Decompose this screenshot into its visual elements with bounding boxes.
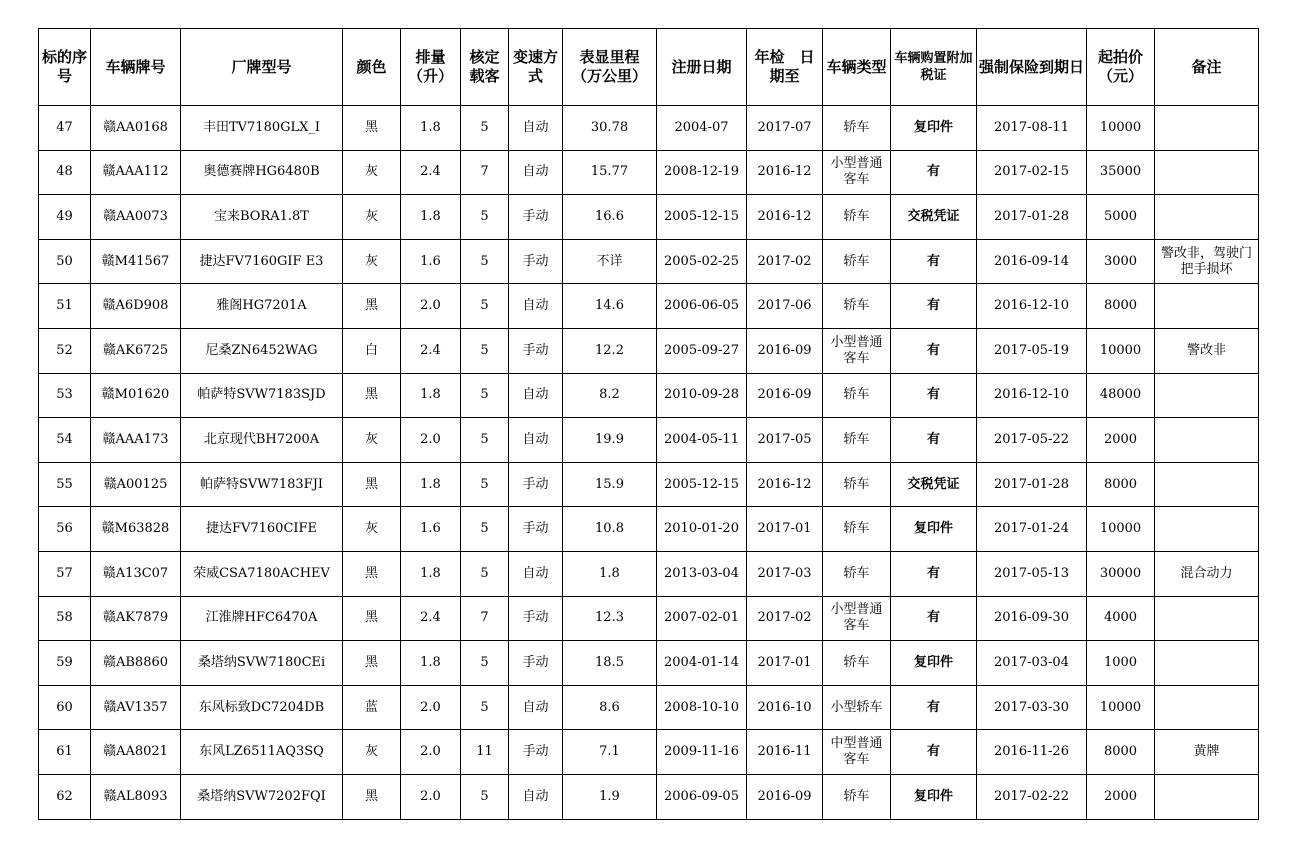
cell-mileage: 8.6 — [563, 685, 657, 730]
cell-seats: 7 — [461, 150, 509, 195]
cell-seq: 54 — [39, 418, 91, 463]
cell-inspection: 2017-02 — [747, 596, 823, 641]
cell-mileage: 12.2 — [563, 328, 657, 373]
cell-seq: 62 — [39, 774, 91, 819]
cell-remarks — [1155, 774, 1259, 819]
cell-displacement: 1.8 — [401, 551, 461, 596]
cell-seq: 49 — [39, 195, 91, 240]
cell-model: 雅阁HG7201A — [181, 284, 343, 329]
cell-seats: 5 — [461, 106, 509, 151]
cell-insurance: 2017-05-13 — [977, 551, 1087, 596]
cell-model: 奥德赛牌HG6480B — [181, 150, 343, 195]
header-cell-remarks: 备注 — [1155, 29, 1259, 106]
cell-remarks — [1155, 507, 1259, 552]
table-row — [39, 685, 1259, 730]
cell-plate: 赣AV1357 — [91, 685, 181, 730]
cell-mileage: 不详 — [563, 239, 657, 284]
cell-displacement: 2.0 — [401, 284, 461, 329]
cell-model: 丰田TV7180GLX_I — [181, 106, 343, 151]
cell-vehicle-type: 轿车 — [823, 641, 891, 686]
cell-color: 白 — [343, 328, 401, 373]
cell-start-price: 5000 — [1087, 195, 1155, 240]
cell-transmission: 自动 — [509, 551, 563, 596]
cell-vehicle-type: 小型轿车 — [823, 685, 891, 730]
table-row — [39, 730, 1259, 775]
cell-start-price: 30000 — [1087, 551, 1155, 596]
cell-mileage: 8.2 — [563, 373, 657, 418]
cell-displacement: 2.4 — [401, 596, 461, 641]
cell-vehicle-type: 轿车 — [823, 551, 891, 596]
cell-reg-date: 2005-02-25 — [657, 239, 747, 284]
header-cell-model: 厂牌型号 — [181, 29, 343, 106]
cell-color: 黑 — [343, 551, 401, 596]
cell-color: 黑 — [343, 284, 401, 329]
cell-model: 桑塔纳SVW7202FQI — [181, 774, 343, 819]
cell-purchase-tax: 交税凭证 — [891, 462, 977, 507]
cell-plate: 赣AK6725 — [91, 328, 181, 373]
cell-transmission: 自动 — [509, 150, 563, 195]
cell-color: 黑 — [343, 106, 401, 151]
cell-color: 黑 — [343, 641, 401, 686]
cell-inspection: 2017-06 — [747, 284, 823, 329]
cell-seq: 52 — [39, 328, 91, 373]
cell-seq: 51 — [39, 284, 91, 329]
cell-model: 北京现代BH7200A — [181, 418, 343, 463]
cell-remarks — [1155, 150, 1259, 195]
cell-purchase-tax: 有 — [891, 328, 977, 373]
cell-seats: 11 — [461, 730, 509, 775]
cell-model: 帕萨特SVW7183FJI — [181, 462, 343, 507]
cell-seats: 5 — [461, 418, 509, 463]
cell-purchase-tax: 有 — [891, 373, 977, 418]
cell-purchase-tax: 复印件 — [891, 106, 977, 151]
cell-start-price: 8000 — [1087, 284, 1155, 329]
cell-mileage: 18.5 — [563, 641, 657, 686]
cell-remarks: 警改非 — [1155, 328, 1259, 373]
cell-insurance: 2017-02-22 — [977, 774, 1087, 819]
cell-purchase-tax: 有 — [891, 730, 977, 775]
cell-color: 黑 — [343, 774, 401, 819]
table-row — [39, 462, 1259, 507]
cell-start-price: 10000 — [1087, 685, 1155, 730]
cell-reg-date: 2005-12-15 — [657, 462, 747, 507]
cell-transmission: 手动 — [509, 328, 563, 373]
cell-insurance: 2017-01-24 — [977, 507, 1087, 552]
cell-insurance: 2016-11-26 — [977, 730, 1087, 775]
cell-plate: 赣M41567 — [91, 239, 181, 284]
cell-color: 黑 — [343, 373, 401, 418]
cell-purchase-tax: 有 — [891, 596, 977, 641]
cell-plate: 赣A6D908 — [91, 284, 181, 329]
cell-start-price: 4000 — [1087, 596, 1155, 641]
cell-inspection: 2017-03 — [747, 551, 823, 596]
cell-displacement: 1.8 — [401, 373, 461, 418]
cell-start-price: 35000 — [1087, 150, 1155, 195]
cell-displacement: 1.6 — [401, 507, 461, 552]
cell-start-price: 8000 — [1087, 462, 1155, 507]
table-row — [39, 373, 1259, 418]
cell-start-price: 10000 — [1087, 328, 1155, 373]
cell-displacement: 2.4 — [401, 150, 461, 195]
cell-insurance: 2017-05-22 — [977, 418, 1087, 463]
cell-vehicle-type: 轿车 — [823, 507, 891, 552]
cell-inspection: 2016-09 — [747, 774, 823, 819]
cell-remarks: 黄牌 — [1155, 730, 1259, 775]
cell-vehicle-type: 轿车 — [823, 774, 891, 819]
cell-inspection: 2016-09 — [747, 328, 823, 373]
cell-seq: 50 — [39, 239, 91, 284]
header-cell-mileage: 表显里程（万公里） — [563, 29, 657, 106]
cell-plate: 赣AAA112 — [91, 150, 181, 195]
cell-insurance: 2017-02-15 — [977, 150, 1087, 195]
cell-remarks — [1155, 596, 1259, 641]
cell-seq: 61 — [39, 730, 91, 775]
cell-vehicle-type: 轿车 — [823, 106, 891, 151]
cell-plate: 赣A13C07 — [91, 551, 181, 596]
cell-reg-date: 2004-07 — [657, 106, 747, 151]
cell-vehicle-type: 小型普通客车 — [823, 150, 891, 195]
cell-inspection: 2017-01 — [747, 507, 823, 552]
cell-model: 捷达FV7160CIFE — [181, 507, 343, 552]
header-cell-displacement: 排量（升） — [401, 29, 461, 106]
cell-seq: 55 — [39, 462, 91, 507]
cell-plate: 赣AB8860 — [91, 641, 181, 686]
cell-vehicle-type: 小型普通客车 — [823, 328, 891, 373]
cell-insurance: 2016-12-10 — [977, 373, 1087, 418]
cell-displacement: 2.4 — [401, 328, 461, 373]
cell-start-price: 8000 — [1087, 730, 1155, 775]
cell-start-price: 10000 — [1087, 507, 1155, 552]
cell-displacement: 1.8 — [401, 641, 461, 686]
cell-plate: 赣AA8021 — [91, 730, 181, 775]
cell-mileage: 12.3 — [563, 596, 657, 641]
cell-seq: 58 — [39, 596, 91, 641]
cell-plate: 赣AA0168 — [91, 106, 181, 151]
cell-seats: 5 — [461, 507, 509, 552]
table-header-row — [39, 29, 1259, 106]
cell-inspection: 2016-11 — [747, 730, 823, 775]
table-body — [39, 106, 1259, 820]
cell-model: 江淮牌HFC6470A — [181, 596, 343, 641]
table-row — [39, 328, 1259, 373]
cell-transmission: 自动 — [509, 106, 563, 151]
cell-remarks — [1155, 195, 1259, 240]
cell-start-price: 2000 — [1087, 774, 1155, 819]
cell-seats: 5 — [461, 239, 509, 284]
cell-reg-date: 2013-03-04 — [657, 551, 747, 596]
header-cell-seq: 标的序号 — [39, 29, 91, 106]
cell-purchase-tax: 复印件 — [891, 774, 977, 819]
cell-seats: 5 — [461, 774, 509, 819]
cell-inspection: 2016-12 — [747, 195, 823, 240]
header-cell-seats: 核定载客 — [461, 29, 509, 106]
header-cell-transmission: 变速方式 — [509, 29, 563, 106]
cell-vehicle-type: 轿车 — [823, 239, 891, 284]
cell-reg-date: 2008-12-19 — [657, 150, 747, 195]
cell-seats: 5 — [461, 551, 509, 596]
cell-color: 灰 — [343, 239, 401, 284]
cell-color: 灰 — [343, 418, 401, 463]
cell-displacement: 1.8 — [401, 195, 461, 240]
cell-vehicle-type: 轿车 — [823, 418, 891, 463]
cell-seq: 47 — [39, 106, 91, 151]
cell-vehicle-type: 轿车 — [823, 462, 891, 507]
cell-remarks: 警改非，驾驶门把手损坏 — [1155, 239, 1259, 284]
cell-seats: 5 — [461, 195, 509, 240]
header-cell-reg-date: 注册日期 — [657, 29, 747, 106]
cell-mileage: 10.8 — [563, 507, 657, 552]
cell-color: 黑 — [343, 596, 401, 641]
cell-insurance: 2016-12-10 — [977, 284, 1087, 329]
cell-inspection: 2017-01 — [747, 641, 823, 686]
cell-insurance: 2017-03-04 — [977, 641, 1087, 686]
cell-plate: 赣AAA173 — [91, 418, 181, 463]
cell-model: 宝来BORA1.8T — [181, 195, 343, 240]
cell-remarks — [1155, 462, 1259, 507]
cell-displacement: 2.0 — [401, 730, 461, 775]
cell-seq: 53 — [39, 373, 91, 418]
cell-model: 荣威CSA7180ACHEV — [181, 551, 343, 596]
cell-inspection: 2016-10 — [747, 685, 823, 730]
table-row — [39, 106, 1259, 151]
cell-transmission: 手动 — [509, 239, 563, 284]
table-row — [39, 507, 1259, 552]
header-cell-inspection: 年检 日期至 — [747, 29, 823, 106]
cell-remarks — [1155, 641, 1259, 686]
cell-color: 灰 — [343, 730, 401, 775]
cell-seq: 48 — [39, 150, 91, 195]
cell-color: 灰 — [343, 195, 401, 240]
cell-purchase-tax: 有 — [891, 239, 977, 284]
cell-color: 蓝 — [343, 685, 401, 730]
cell-seq: 60 — [39, 685, 91, 730]
cell-model: 捷达FV7160GIF E3 — [181, 239, 343, 284]
cell-model: 帕萨特SVW7183SJD — [181, 373, 343, 418]
header-cell-purchase-tax: 车辆购置附加税证 — [891, 29, 977, 106]
cell-transmission: 自动 — [509, 685, 563, 730]
cell-mileage: 14.6 — [563, 284, 657, 329]
cell-transmission: 手动 — [509, 462, 563, 507]
cell-displacement: 1.8 — [401, 462, 461, 507]
table-row — [39, 284, 1259, 329]
cell-seats: 5 — [461, 284, 509, 329]
cell-insurance: 2016-09-14 — [977, 239, 1087, 284]
cell-remarks: 混合动力 — [1155, 551, 1259, 596]
cell-model: 桑塔纳SVW7180CEi — [181, 641, 343, 686]
cell-vehicle-type: 轿车 — [823, 373, 891, 418]
header-cell-insurance: 强制保险到期日 — [977, 29, 1087, 106]
table-row — [39, 418, 1259, 463]
cell-plate: 赣M63828 — [91, 507, 181, 552]
cell-transmission: 手动 — [509, 507, 563, 552]
cell-seats: 5 — [461, 641, 509, 686]
cell-purchase-tax: 有 — [891, 284, 977, 329]
cell-remarks — [1155, 106, 1259, 151]
cell-displacement: 2.0 — [401, 418, 461, 463]
cell-transmission: 自动 — [509, 373, 563, 418]
cell-mileage: 15.9 — [563, 462, 657, 507]
cell-inspection: 2016-09 — [747, 373, 823, 418]
cell-mileage: 16.6 — [563, 195, 657, 240]
cell-vehicle-type: 小型普通客车 — [823, 596, 891, 641]
cell-purchase-tax: 复印件 — [891, 507, 977, 552]
cell-start-price: 10000 — [1087, 106, 1155, 151]
cell-purchase-tax: 有 — [891, 418, 977, 463]
cell-color: 灰 — [343, 150, 401, 195]
header-cell-color: 颜色 — [343, 29, 401, 106]
cell-reg-date: 2006-06-05 — [657, 284, 747, 329]
cell-transmission: 手动 — [509, 195, 563, 240]
cell-plate: 赣A00125 — [91, 462, 181, 507]
cell-reg-date: 2005-12-15 — [657, 195, 747, 240]
cell-displacement: 2.0 — [401, 685, 461, 730]
cell-remarks — [1155, 373, 1259, 418]
cell-displacement: 1.8 — [401, 106, 461, 151]
cell-displacement: 2.0 — [401, 774, 461, 819]
table-row — [39, 596, 1259, 641]
header-cell-start-price: 起拍价（元） — [1087, 29, 1155, 106]
cell-reg-date: 2007-02-01 — [657, 596, 747, 641]
cell-transmission: 手动 — [509, 596, 563, 641]
cell-insurance: 2017-01-28 — [977, 195, 1087, 240]
cell-transmission: 自动 — [509, 284, 563, 329]
cell-inspection: 2017-07 — [747, 106, 823, 151]
table-row — [39, 551, 1259, 596]
cell-reg-date: 2005-09-27 — [657, 328, 747, 373]
cell-remarks — [1155, 418, 1259, 463]
cell-seats: 5 — [461, 373, 509, 418]
cell-reg-date: 2010-01-20 — [657, 507, 747, 552]
table-row — [39, 150, 1259, 195]
cell-model: 东风标致DC7204DB — [181, 685, 343, 730]
cell-remarks — [1155, 284, 1259, 329]
cell-color: 灰 — [343, 507, 401, 552]
cell-transmission: 手动 — [509, 730, 563, 775]
cell-vehicle-type: 轿车 — [823, 284, 891, 329]
cell-reg-date: 2004-01-14 — [657, 641, 747, 686]
cell-purchase-tax: 有 — [891, 551, 977, 596]
cell-seats: 5 — [461, 685, 509, 730]
cell-mileage: 19.9 — [563, 418, 657, 463]
cell-transmission: 自动 — [509, 774, 563, 819]
cell-seq: 57 — [39, 551, 91, 596]
cell-vehicle-type: 轿车 — [823, 195, 891, 240]
table-row — [39, 641, 1259, 686]
cell-plate: 赣AK7879 — [91, 596, 181, 641]
cell-mileage: 7.1 — [563, 730, 657, 775]
cell-vehicle-type: 中型普通客车 — [823, 730, 891, 775]
cell-seq: 59 — [39, 641, 91, 686]
cell-insurance: 2017-05-19 — [977, 328, 1087, 373]
cell-displacement: 1.6 — [401, 239, 461, 284]
cell-inspection: 2016-12 — [747, 462, 823, 507]
cell-inspection: 2016-12 — [747, 150, 823, 195]
cell-reg-date: 2010-09-28 — [657, 373, 747, 418]
cell-mileage: 1.9 — [563, 774, 657, 819]
cell-purchase-tax: 交税凭证 — [891, 195, 977, 240]
cell-seats: 5 — [461, 462, 509, 507]
cell-reg-date: 2006-09-05 — [657, 774, 747, 819]
cell-purchase-tax: 有 — [891, 685, 977, 730]
cell-inspection: 2017-05 — [747, 418, 823, 463]
cell-insurance: 2017-03-30 — [977, 685, 1087, 730]
vehicle-auction-table — [38, 28, 1259, 820]
cell-plate: 赣AA0073 — [91, 195, 181, 240]
cell-start-price: 3000 — [1087, 239, 1155, 284]
cell-transmission: 自动 — [509, 418, 563, 463]
cell-transmission: 手动 — [509, 641, 563, 686]
cell-purchase-tax: 复印件 — [891, 641, 977, 686]
cell-reg-date: 2004-05-11 — [657, 418, 747, 463]
table-row — [39, 239, 1259, 284]
cell-model: 尼桑ZN6452WAG — [181, 328, 343, 373]
cell-color: 黑 — [343, 462, 401, 507]
cell-plate: 赣M01620 — [91, 373, 181, 418]
header-cell-vehicle-type: 车辆类型 — [823, 29, 891, 106]
cell-start-price: 48000 — [1087, 373, 1155, 418]
cell-reg-date: 2009-11-16 — [657, 730, 747, 775]
cell-start-price: 1000 — [1087, 641, 1155, 686]
cell-insurance: 2016-09-30 — [977, 596, 1087, 641]
table-row — [39, 774, 1259, 819]
cell-mileage: 30.78 — [563, 106, 657, 151]
header-cell-plate: 车辆牌号 — [91, 29, 181, 106]
cell-start-price: 2000 — [1087, 418, 1155, 463]
cell-inspection: 2017-02 — [747, 239, 823, 284]
cell-insurance: 2017-01-28 — [977, 462, 1087, 507]
cell-remarks — [1155, 685, 1259, 730]
cell-plate: 赣AL8093 — [91, 774, 181, 819]
cell-model: 东风LZ6511AQ3SQ — [181, 730, 343, 775]
cell-purchase-tax: 有 — [891, 150, 977, 195]
cell-seats: 5 — [461, 328, 509, 373]
cell-reg-date: 2008-10-10 — [657, 685, 747, 730]
table-row — [39, 195, 1259, 240]
cell-mileage: 15.77 — [563, 150, 657, 195]
cell-seq: 56 — [39, 507, 91, 552]
cell-mileage: 1.8 — [563, 551, 657, 596]
cell-insurance: 2017-08-11 — [977, 106, 1087, 151]
cell-seats: 7 — [461, 596, 509, 641]
